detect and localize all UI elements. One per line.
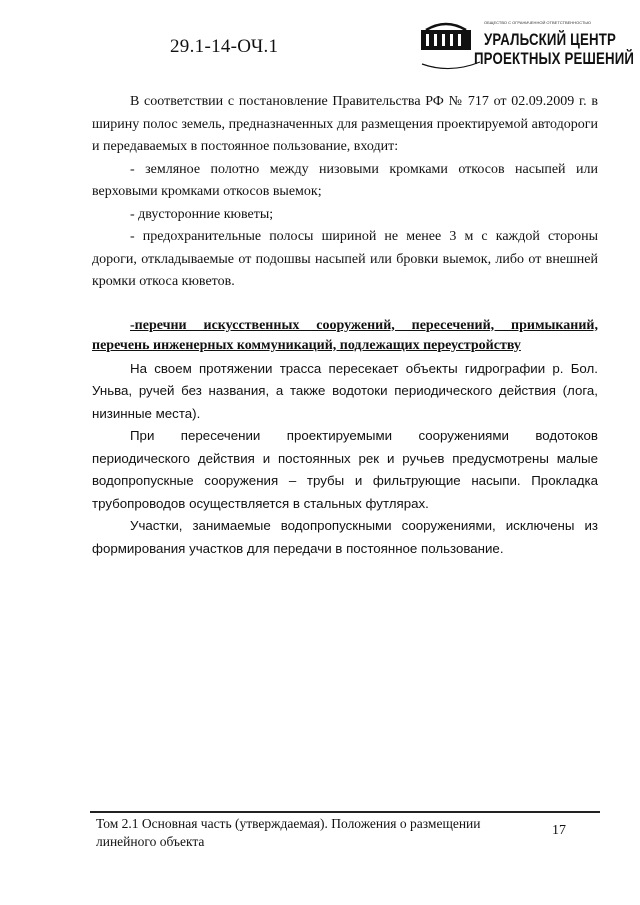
section-heading: -перечни искусственных сооружений, пересечений, примыканий, перечень инженерных коммуникаций, подлежащих переустройству <box>92 317 598 353</box>
page-number: 17 <box>552 823 566 838</box>
paragraph-culverts: При пересечении проектируемыми сооружениями водотоков периодического действия и постоянных рек и ручьев предусмотрены малые водопропускные сооружения – трубы и фильтрующие насыпи. Прокладка трубопроводов осуществляется в стальных футлярах. <box>92 428 598 511</box>
paragraph-hydrography: На своем протяжении трасса пересекает объекты гидрографии р. Бол. Уньва, ручей без названия, а также водотоки периодического действия (лога, низинные места). <box>92 360 598 421</box>
list-item: - земляное полотно между низовыми кромками откосов насыпей или верховыми кромками откосов выемок; <box>92 161 598 199</box>
document-body <box>92 91 598 560</box>
spacer <box>92 294 598 316</box>
paragraph-intro: В соответствии с постановление Правительства РФ № 717 от 02.09.2009 г. в ширину полос земель, предназначенных для размещения проектируемой автодороги и передаваемых в постоянное пользование, входит: <box>92 94 598 154</box>
document-code: 29.1-14-ОЧ.1 <box>170 36 279 57</box>
page-header <box>0 0 640 80</box>
footer-caption: Том 2.1 Основная часть (утверждаемая). Положения о размещении линейного объекта <box>96 816 481 849</box>
list-item: - двусторонние кюветы; <box>130 206 274 222</box>
company-logo <box>420 18 635 74</box>
footer-divider <box>90 811 600 813</box>
logo-emblem-icon <box>420 22 472 52</box>
logo-title-line2: ПРОЕКТНЫХ РЕШЕНИЙ <box>474 49 635 68</box>
logo-caption: ОБЩЕСТВО С ОГРАНИЧЕННОЙ ОТВЕТСТВЕННОСТЬЮ <box>484 20 592 25</box>
paragraph-exclusion: Участки, занимаемые водопропускными сооружениями, исключены из формирования участков для передачи в постоянное пользование. <box>92 518 598 556</box>
list-item: - предохранительные полосы шириной не менее 3 м с каждой стороны дороги, откладываемые от подошвы насыпей или бровки выемок, либо от внешней кромки откоса кюветов. <box>92 229 598 289</box>
logo-title-line1: УРАЛЬСКИЙ ЦЕНТР <box>484 30 616 49</box>
